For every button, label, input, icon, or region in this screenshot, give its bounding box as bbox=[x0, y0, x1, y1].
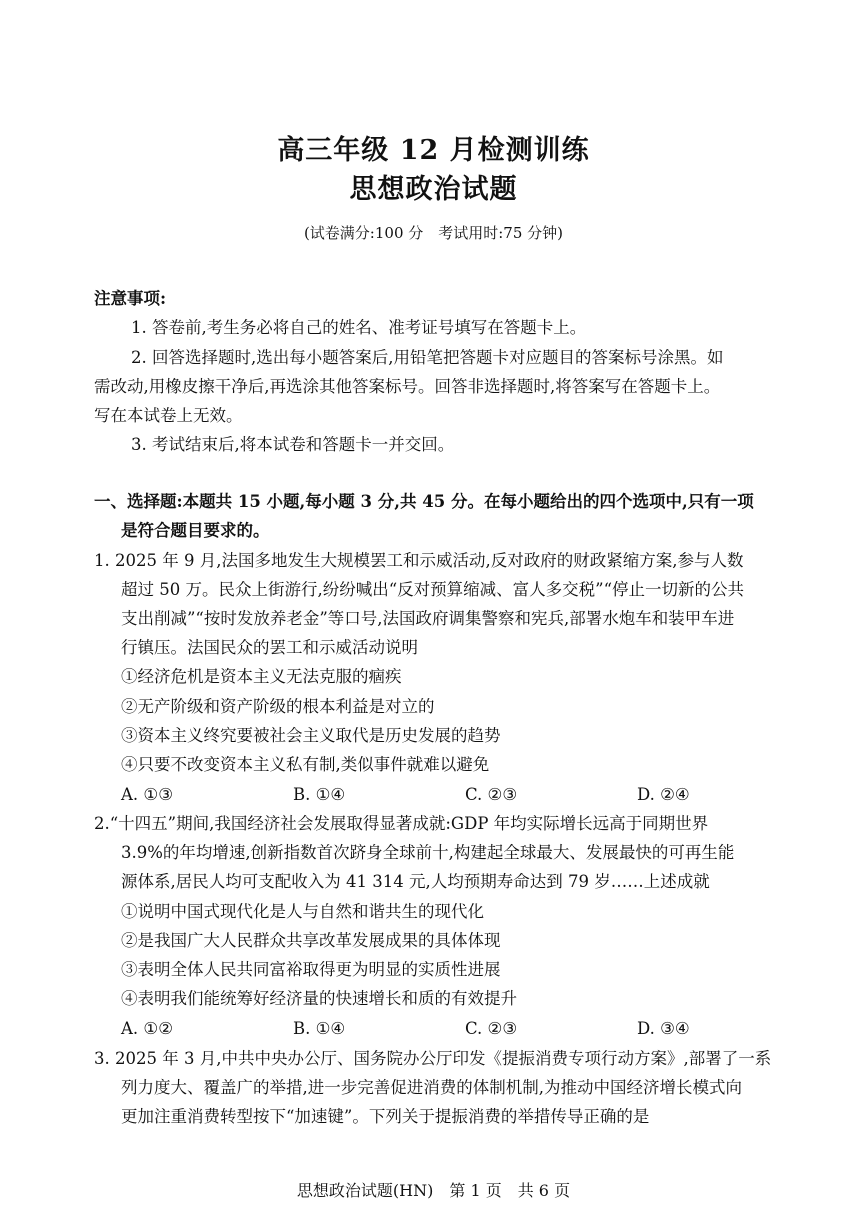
question-2-option-b[interactable]: B. ①④ bbox=[293, 1019, 346, 1038]
question-3-text: 更加注重消费转型按下“加速键”。下列关于提振消费的举措传导正确的是 bbox=[121, 1107, 650, 1126]
question-2-text: 源体系,居民人均可支配收入为 41 314 元,人均预期寿命达到 79 岁……上述成就 bbox=[121, 872, 710, 891]
page-subject-title: 思想政治试题 bbox=[349, 174, 518, 205]
question-2-statement: ①说明中国式现代化是人与自然和谐共生的现代化 bbox=[121, 902, 484, 921]
question-2-option-c[interactable]: C. ②③ bbox=[465, 1019, 518, 1038]
question-2-statement: ③表明全体人民共同富裕取得更为明显的实质性进展 bbox=[121, 960, 501, 979]
question-1-statement: ③资本主义终究要被社会主义取代是历史发展的趋势 bbox=[121, 726, 501, 745]
question-2-option-d[interactable]: D. ③④ bbox=[637, 1019, 690, 1038]
question-2-statement: ②是我国广大人民群众共享改革发展成果的具体体现 bbox=[121, 931, 501, 950]
notice-item: 3. 考试结束后,将本试卷和答题卡一并交回。 bbox=[131, 435, 455, 454]
page-footer: 思想政治试题(HN) 第 1 页 共 6 页 bbox=[296, 1181, 571, 1200]
question-1-statement: ②无产阶级和资产阶级的根本利益是对立的 bbox=[121, 697, 435, 716]
notice-item: 写在本试卷上无效。 bbox=[94, 406, 243, 425]
question-1-option-c[interactable]: C. ②③ bbox=[465, 785, 518, 804]
question-1-text: 超过 50 万。民众上街游行,纷纷喊出“反对预算缩减、富人多交税”“停止一切新的公共 bbox=[121, 580, 745, 599]
section-heading-cont: 是符合题目要求的。 bbox=[121, 521, 270, 540]
question-1-statement: ①经济危机是资本主义无法克服的痼疾 bbox=[121, 667, 402, 686]
notice-heading: 注意事项: bbox=[94, 289, 167, 308]
question-1-statement: ④只要不改变资本主义私有制,类似事件就难以避免 bbox=[121, 755, 490, 774]
notice-item: 2. 回答选择题时,选出每小题答案后,用铅笔把答题卡对应题目的答案标号涂黑。如 bbox=[131, 348, 724, 367]
question-2-statement: ④表明我们能统筹好经济量的快速增长和质的有效提升 bbox=[121, 989, 517, 1008]
question-1-option-d[interactable]: D. ②④ bbox=[637, 785, 690, 804]
notice-item: 需改动,用橡皮擦干净后,再选涂其他答案标号。回答非选择题时,将答案写在答题卡上。 bbox=[94, 377, 721, 396]
question-2-text: 3.9%的年均增速,创新指数首次跻身全球前十,构建起全球最大、发展最快的可再生能 bbox=[121, 843, 735, 862]
question-1-text: 支出削减”“按时发放养老金”等口号,法国政府调集警察和宪兵,部署水炮车和装甲车进 bbox=[121, 609, 735, 628]
question-1-option-b[interactable]: B. ①④ bbox=[293, 785, 346, 804]
question-1-option-a[interactable]: A. ①③ bbox=[121, 785, 173, 804]
question-2-text: 2.“十四五”期间,我国经济社会发展取得显著成就:GDP 年均实际增长远高于同期世界 bbox=[94, 814, 709, 833]
notice-item: 1. 答卷前,考生务必将自己的姓名、准考证号填写在答题卡上。 bbox=[131, 318, 587, 337]
exam-info: (试卷满分:100 分 考试用时:75 分钟) bbox=[303, 224, 564, 242]
question-3-text: 3. 2025 年 3 月,中共中央办公厅、国务院办公厅印发《提振消费专项行动方案》,部署了一系 bbox=[94, 1049, 772, 1068]
page-title: 高三年级 12 月检测训练 bbox=[277, 135, 590, 166]
question-1-text: 1. 2025 年 9 月,法国多地发生大规模罢工和示威活动,反对政府的财政紧缩方案,参与人数 bbox=[94, 551, 744, 570]
question-2-option-a[interactable]: A. ①② bbox=[121, 1019, 173, 1038]
question-1-text: 行镇压。法国民众的罢工和示威活动说明 bbox=[121, 638, 418, 657]
section-heading: 一、选择题:本题共 15 小题,每小题 3 分,共 45 分。在每小题给出的四个选项中,只有一项 bbox=[94, 492, 754, 511]
question-3-text: 列力度大、覆盖广的举措,进一步完善促进消费的体制机制,为推动中国经济增长模式向 bbox=[121, 1078, 742, 1097]
